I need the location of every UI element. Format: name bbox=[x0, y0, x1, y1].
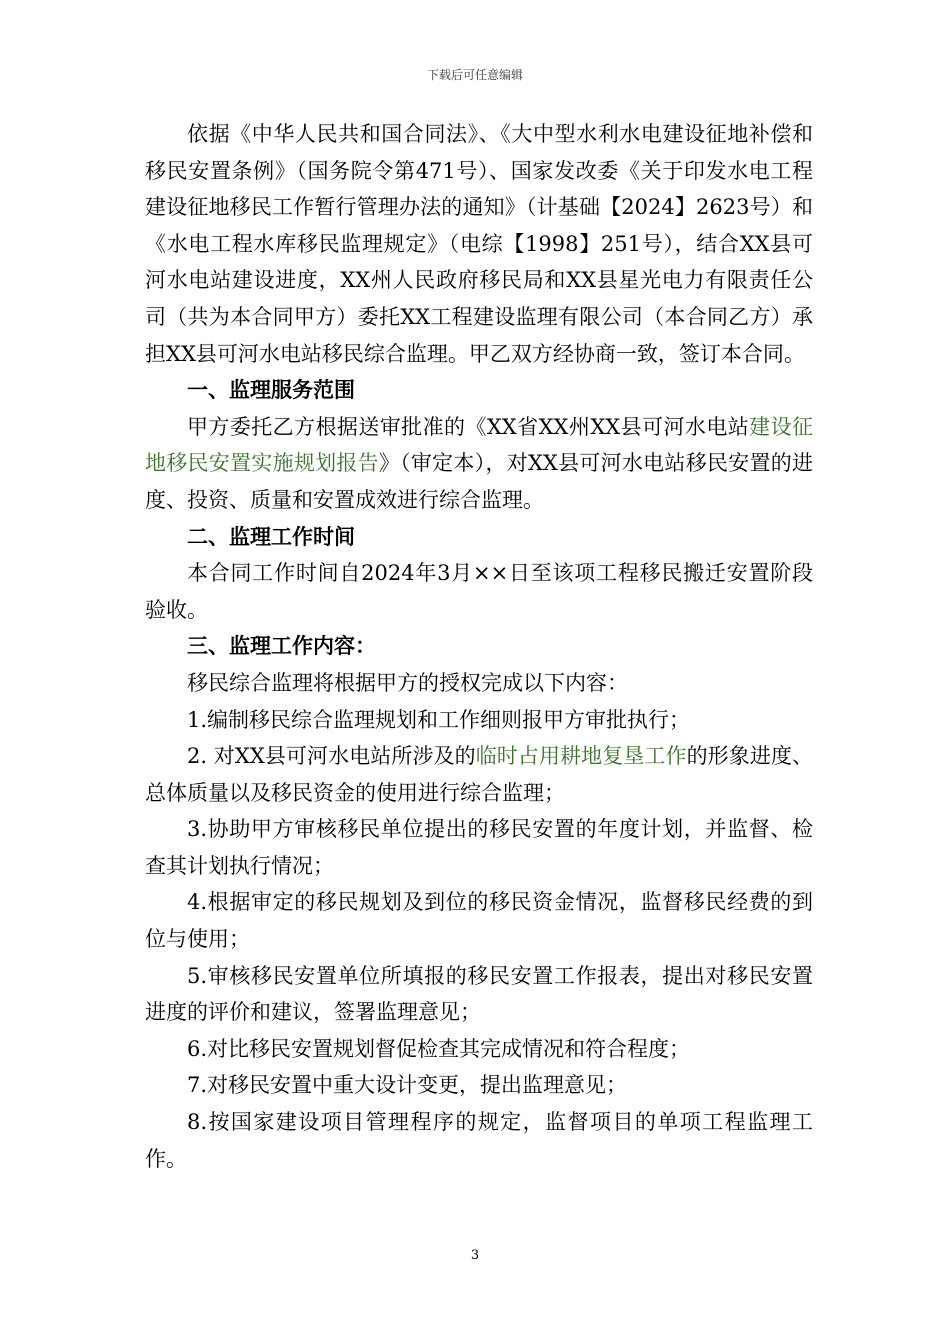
scope-paragraph bbox=[145, 409, 813, 519]
content-item-5: 5.审核移民安置单位所填报的移民安置工作报表，提出对移民安置进度的评价和建议，签署监理意见； bbox=[145, 963, 813, 1025]
scope-text-c: 》（审定本），对XX县可河水电站移民安置的进度、投资、质量和安置成效进行综合监理。 bbox=[145, 451, 813, 512]
item2-reclamation-link[interactable]: 临时占用耕地复垦工作 bbox=[475, 744, 687, 769]
content-item-1: 1.编制移民综合监理规划和工作细则报甲方审批执行； bbox=[187, 707, 691, 732]
item2-text-a: 2. 对XX县可河水电站所涉及的 bbox=[187, 744, 476, 769]
scope-report-title-link[interactable]: 建设征地移民安置实施规划报告 bbox=[145, 414, 814, 476]
content-item-2 bbox=[145, 738, 813, 811]
content-item-7: 7.对移民安置中重大设计变更，提出监理意见； bbox=[187, 1073, 628, 1098]
document-body bbox=[145, 116, 813, 1177]
content-item-4: 4.根据审定的移民规划及到位的移民资金情况，监督移民经费的到位与使用； bbox=[145, 890, 813, 952]
intro-paragraph: 依据《中华人民共和国合同法》、《大中型水利水电建设征地补偿和移民安置条例》（国务院令第471号）、国家发改委《关于印发水电工程建设征地移民工作暂行管理办法的通知》（计基础【2024】2623号）和《水电工程水库移民监理规定》（电综【1998】251号），结合XX县可河水电站建设进度，XX州人民政府移民局和XX县星光电力有限责任公司（共为本合同甲方）委托XX工程建设监理有限公司（本合同乙方）承担XX县可河水电站移民综合监理。甲乙双方经协商一致，签订本合同。 bbox=[145, 122, 813, 366]
content-intro: 移民综合监理将根据甲方的授权完成以下内容： bbox=[187, 670, 628, 695]
page-number: 3 bbox=[470, 1248, 480, 1263]
page-header-note: 下载后可任意编辑 bbox=[426, 68, 523, 82]
section-heading-content: 三、监理工作内容： bbox=[187, 633, 376, 659]
section-heading-scope: 一、监理服务范围 bbox=[187, 377, 355, 403]
section-heading-time: 二、监理工作时间 bbox=[187, 523, 355, 549]
content-item-6: 6.对比移民安置规划督促检查其完成情况和符合程度； bbox=[187, 1036, 691, 1061]
scope-text-a: 甲方委托乙方根据送审批准的《XX省XX州XX县可河水电站 bbox=[187, 414, 750, 439]
time-paragraph: 本合同工作时间自2024年3月××日至该项工程移民搬迁安置阶段验收。 bbox=[145, 561, 813, 622]
content-item-8: 8.按国家建设项目管理程序的规定，监督项目的单项工程监理工作。 bbox=[145, 1110, 813, 1171]
item2-text-c: 的形象进度、总体质量以及移民资金的使用进行综合监理； bbox=[145, 744, 814, 805]
content-item-3: 3.协助甲方审核移民单位提出的移民安置的年度计划，并监督、检查其计划执行情况； bbox=[145, 817, 813, 878]
